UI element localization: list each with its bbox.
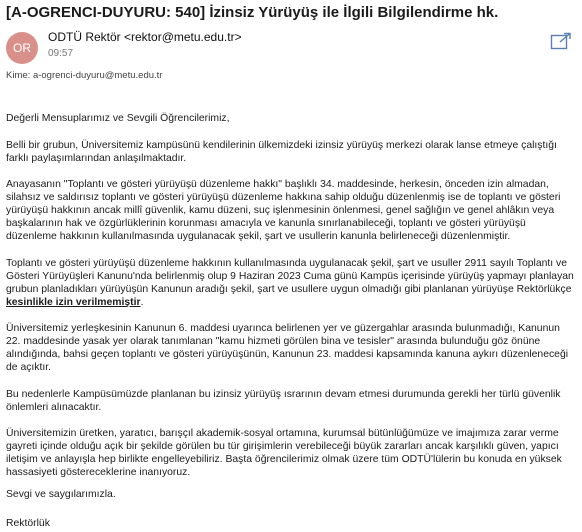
email-body — [6, 112, 576, 515]
email-time: 09:57 — [48, 48, 74, 59]
closing: Sevgi ve saygılarımızla. — [6, 489, 116, 500]
emphasized-text: kesinlikle izin verilmemiştir — [6, 296, 141, 308]
recipient-address[interactable]: a-ogrenci-duyuru@metu.edu.tr — [32, 70, 163, 81]
paragraph-text: . — [140, 296, 144, 308]
paragraph: Anayasanın "Toplantı ve gösteri yürüyüşü düzenleme hakkı" başlıklı 34. maddesinde, herkesin, önceden izin almadan, silahsız ve saldırısız toplantı ve gösteri yürüyüşü düzenleme hakkına sahip olduğu düzenlenmiş ise de toplantı ve gösteri yürüyüşü hakkının ancak millî güvenlik, kamu düzeni, suç işlenmesinin önlenmesi, genel sağlığın ve genel ahlâkın veya başkalarının hak ve özgürlüklerinin korunması amacıyla ve kanunla sınırlanabileceği, toplantı ve gösteri yürüyüşü düzenleme hakkının kullanılmasında uygulanacak şekil, şart ve usullerin kanunla belirleneceği düzenlenmiştir. — [6, 179, 561, 242]
sender-name[interactable]: ODTÜ Rektör <rektor@metu.edu.tr> — [48, 30, 242, 44]
paragraph: Üniversitemiz yerleşkesinin Kanunun 6. maddesi uyarınca belirlenen yer ve güzergahlar arasında bulunmadığı, Kanunun 22. maddesinde yasak yer olarak tanımlanan "kamu hizmeti görülen bina ve tesisler" arasında bulunduğu göz önüne alındığında, bahsi geçen toplantı ve gösteri yürüyüşünün, Kanunun 23. maddesi kapsamında kanuna aykırı düzenleneceği de açıktır. — [6, 323, 569, 373]
paragraph: Belli bir grubun, Üniversitemiz kampüsünü kendilerinin ülkemizdeki izinsiz yürüyüş merkezi olarak lanse etmeye çalıştığı farklı paylaşımlarından anlaşılmaktadır. — [6, 139, 557, 164]
paragraph: Bu nedenlerle Kampüsümüzde planlanan bu izinsiz yürüyüş ısrarının devam etmesi durumunda gerekli her türlü güvenlik önlemleri alınacaktır. — [6, 388, 561, 413]
open-in-new-window-icon[interactable] — [550, 32, 572, 50]
greeting: Değerli Mensuplarımız ve Sevgili Öğrencilerimiz, — [6, 113, 230, 124]
email-header — [6, 28, 578, 68]
paragraph: Üniversitemizin üretken, yaratıcı, barışçıl akademik-sosyal ortamına, kurumsal bütünlüğümüze ve imajımıza zarar verme gayreti içinde olduğu açık bir şekilde görülen bu tür girişimlerin verebileceği büyük zararları ancak karşılıklı güven, yapıcı iletişim ve anlayışla hep birlikte engelleyebiliriz. Başta öğrencilerimiz olmak üzere tüm ODTÜ'lülerin bu konuda en yüksek hassasiyeti göstereceklerine inanıyoruz. — [6, 428, 562, 478]
signature: Rektörlük — [6, 518, 50, 529]
sender-avatar[interactable]: OR — [6, 32, 38, 64]
recipient-label: Kime: — [6, 70, 31, 81]
paragraph-text: Toplantı ve gösteri yürüyüşü düzenleme hakkının kullanılmasında uygulanacak şekil, şart ve usuller 2911 sayılı Toplantı ve Gösteri Yürüyüşleri Kanunu'nda belirlenmiş olup 9 Haziran 2023 Cuma günü Kampüs içerisinde yürüyüş yapmayı planlayan grubun planladıkları yürüyüşün Kanunun aradığı şekil, şart ve usullere uygun olmadığı gibi planlanan yürüyüşe Rektörlükçe — [6, 257, 574, 295]
recipient-line — [6, 70, 162, 81]
email-subject: [A-OGRENCI-DUYURU: 540] İzinsiz Yürüyüş ile İlgili Bilgilendirme hk. — [6, 4, 499, 21]
paragraph — [6, 257, 576, 309]
